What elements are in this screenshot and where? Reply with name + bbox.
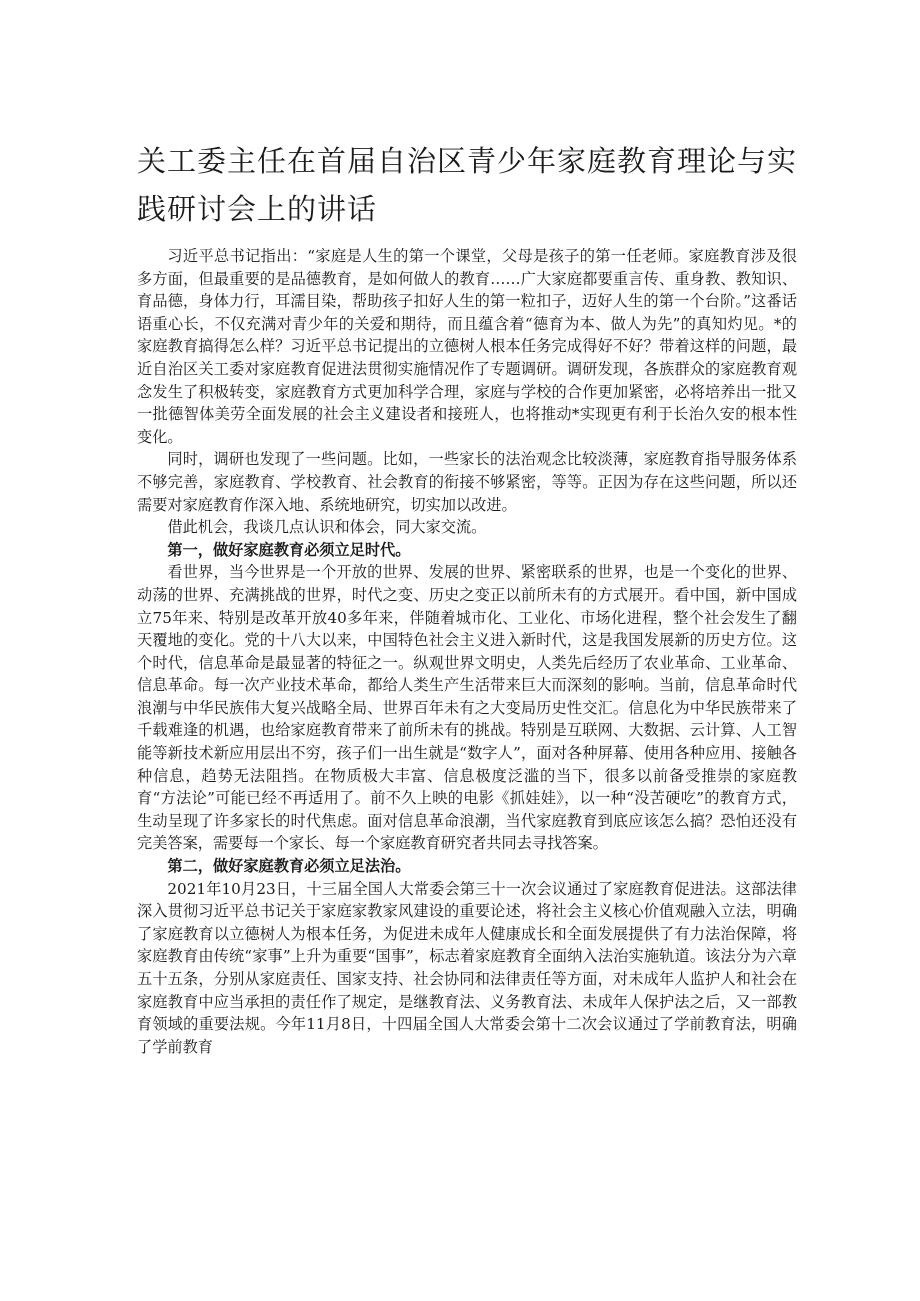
section-heading: 第一，做好家庭教育必须立足时代。 — [167, 540, 411, 559]
paragraph: 习近平总书记指出：“家庭是人生的第一个课堂，父母是孩子的第一任老师。家庭教育涉及很多方面，但最重要的是品德教育，是如何做人的教育……广大家庭都要重言传、重身教、教知识、育品德，身体力行，耳濡目染，帮助孩子扣好人生的第一粒扣子，迈好人生的第一个台阶。”这番话语重心长，不仅充满对青少年的关爱和期待，而且蕴含着“德育为本、做人为先”的真知灼见。*的家庭教育搞得怎么样？习近平总书记提出的立德树人根本任务完成得好不好？带着这样的问题，最近自治区关工委对家庭教育促进法贯彻实施情况作了专题调研。调研发现，各族群众的家庭教育观念发生了积极转变，家庭教育方式更加科学合理，家庭与学校的合作更加紧密，必将培养出一批又一批德智体美劳全面发展的社会主义建设者和接班人，也将推动*实现更有利于长治久安的根本性变化。 — [137, 247, 797, 446]
paragraph: 看世界，当今世界是一个开放的世界、发展的世界、紧密联系的世界，也是一个变化的世界、动荡的世界、充满挑战的世界，时代之变、历史之变正以前所未有的方式展开。看中国，新中国成立75年来、特别是改革开放40多年来，伴随着城市化、工业化、市场化进程，整个社会发生了翻天覆地的变化。党的十八大以来，中国特色社会主义进入新时代，这是我国发展新的历史方位。这个时代，信息革命是最显著的特征之一。纵观世界文明史，人类先后经历了农业革命、工业革命、信息革命。每一次产业技术革命，都给人类生产生活带来巨大而深刻的影响。当前，信息革命时代浪潮与中华民族伟大复兴战略全局、世界百年未有之大变局历史性交汇。信息化为中华民族带来了千载难逢的机遇，也给家庭教育带来了前所未有的挑战。特别是互联网、大数据、云计算、人工智能等新技术新应用层出不穷，孩子们一出生就是“数字人”，面对各种屏幕、使用各种应用、接触各种信息，趋势无法阻挡。在物质极大丰富、信息极度泛滥的当下，很多以前备受推崇的家庭教育“方法论”可能已经不再适用了。前不久上映的电影《抓娃娃》，以一种“没苦硬吃”的教育方式，生动呈现了许多家长的时代焦虑。面对信息革命浪潮，当代家庭教育到底应该怎么搞？恐怕还没有完美答案，需要每一个家长、每一个家庭教育研究者共同去寻找答案。 — [137, 563, 797, 853]
document-title: 关工委主任在首届自治区青少年家庭教育理论与实践研讨会上的讲话 — [137, 144, 798, 226]
paragraph: 2021年10月23日，十三届全国人大常委会第三十一次会议通过了家庭教育促进法。这部法律深入贯彻习近平总书记关于家庭家教家风建设的重要论述，将社会主义核心价值观融入立法，明确了家庭教育以立德树人为根本任务，为促进未成年人健康成长和全面发展提供了有力法治保障，将家庭教育由传统“家事”上升为重要“国事”，标志着家庭教育全面纳入法治实施轨道。该法分为六章五十五条，分别从家庭责任、国家支持、社会协同和法律责任等方面，对未成年人监护人和社会在家庭教育中应当承担的责任作了规定，是继教育法、义务教育法、未成年人保护法之后，又一部教育领域的重要法规。今年11月8日，十四届全国人大常委会第十二次会议通过了学前教育法，明确了学前教育 — [137, 879, 797, 1056]
paragraph: 借此机会，我谈几点认识和体会，同大家交流。 — [167, 518, 487, 537]
document-body — [137, 245, 797, 1058]
paragraph: 同时，调研也发现了一些问题。比如，一些家长的法治观念比较淡薄，家庭教育指导服务体系不够完善，家庭教育、学校教育、社会教育的衔接不够紧密，等等。正因为存在这些问题，所以还需要对家庭教育作深入地、系统地研究，切实加以改进。 — [137, 450, 797, 514]
section-heading: 第二，做好家庭教育必须立足法治。 — [167, 857, 411, 876]
